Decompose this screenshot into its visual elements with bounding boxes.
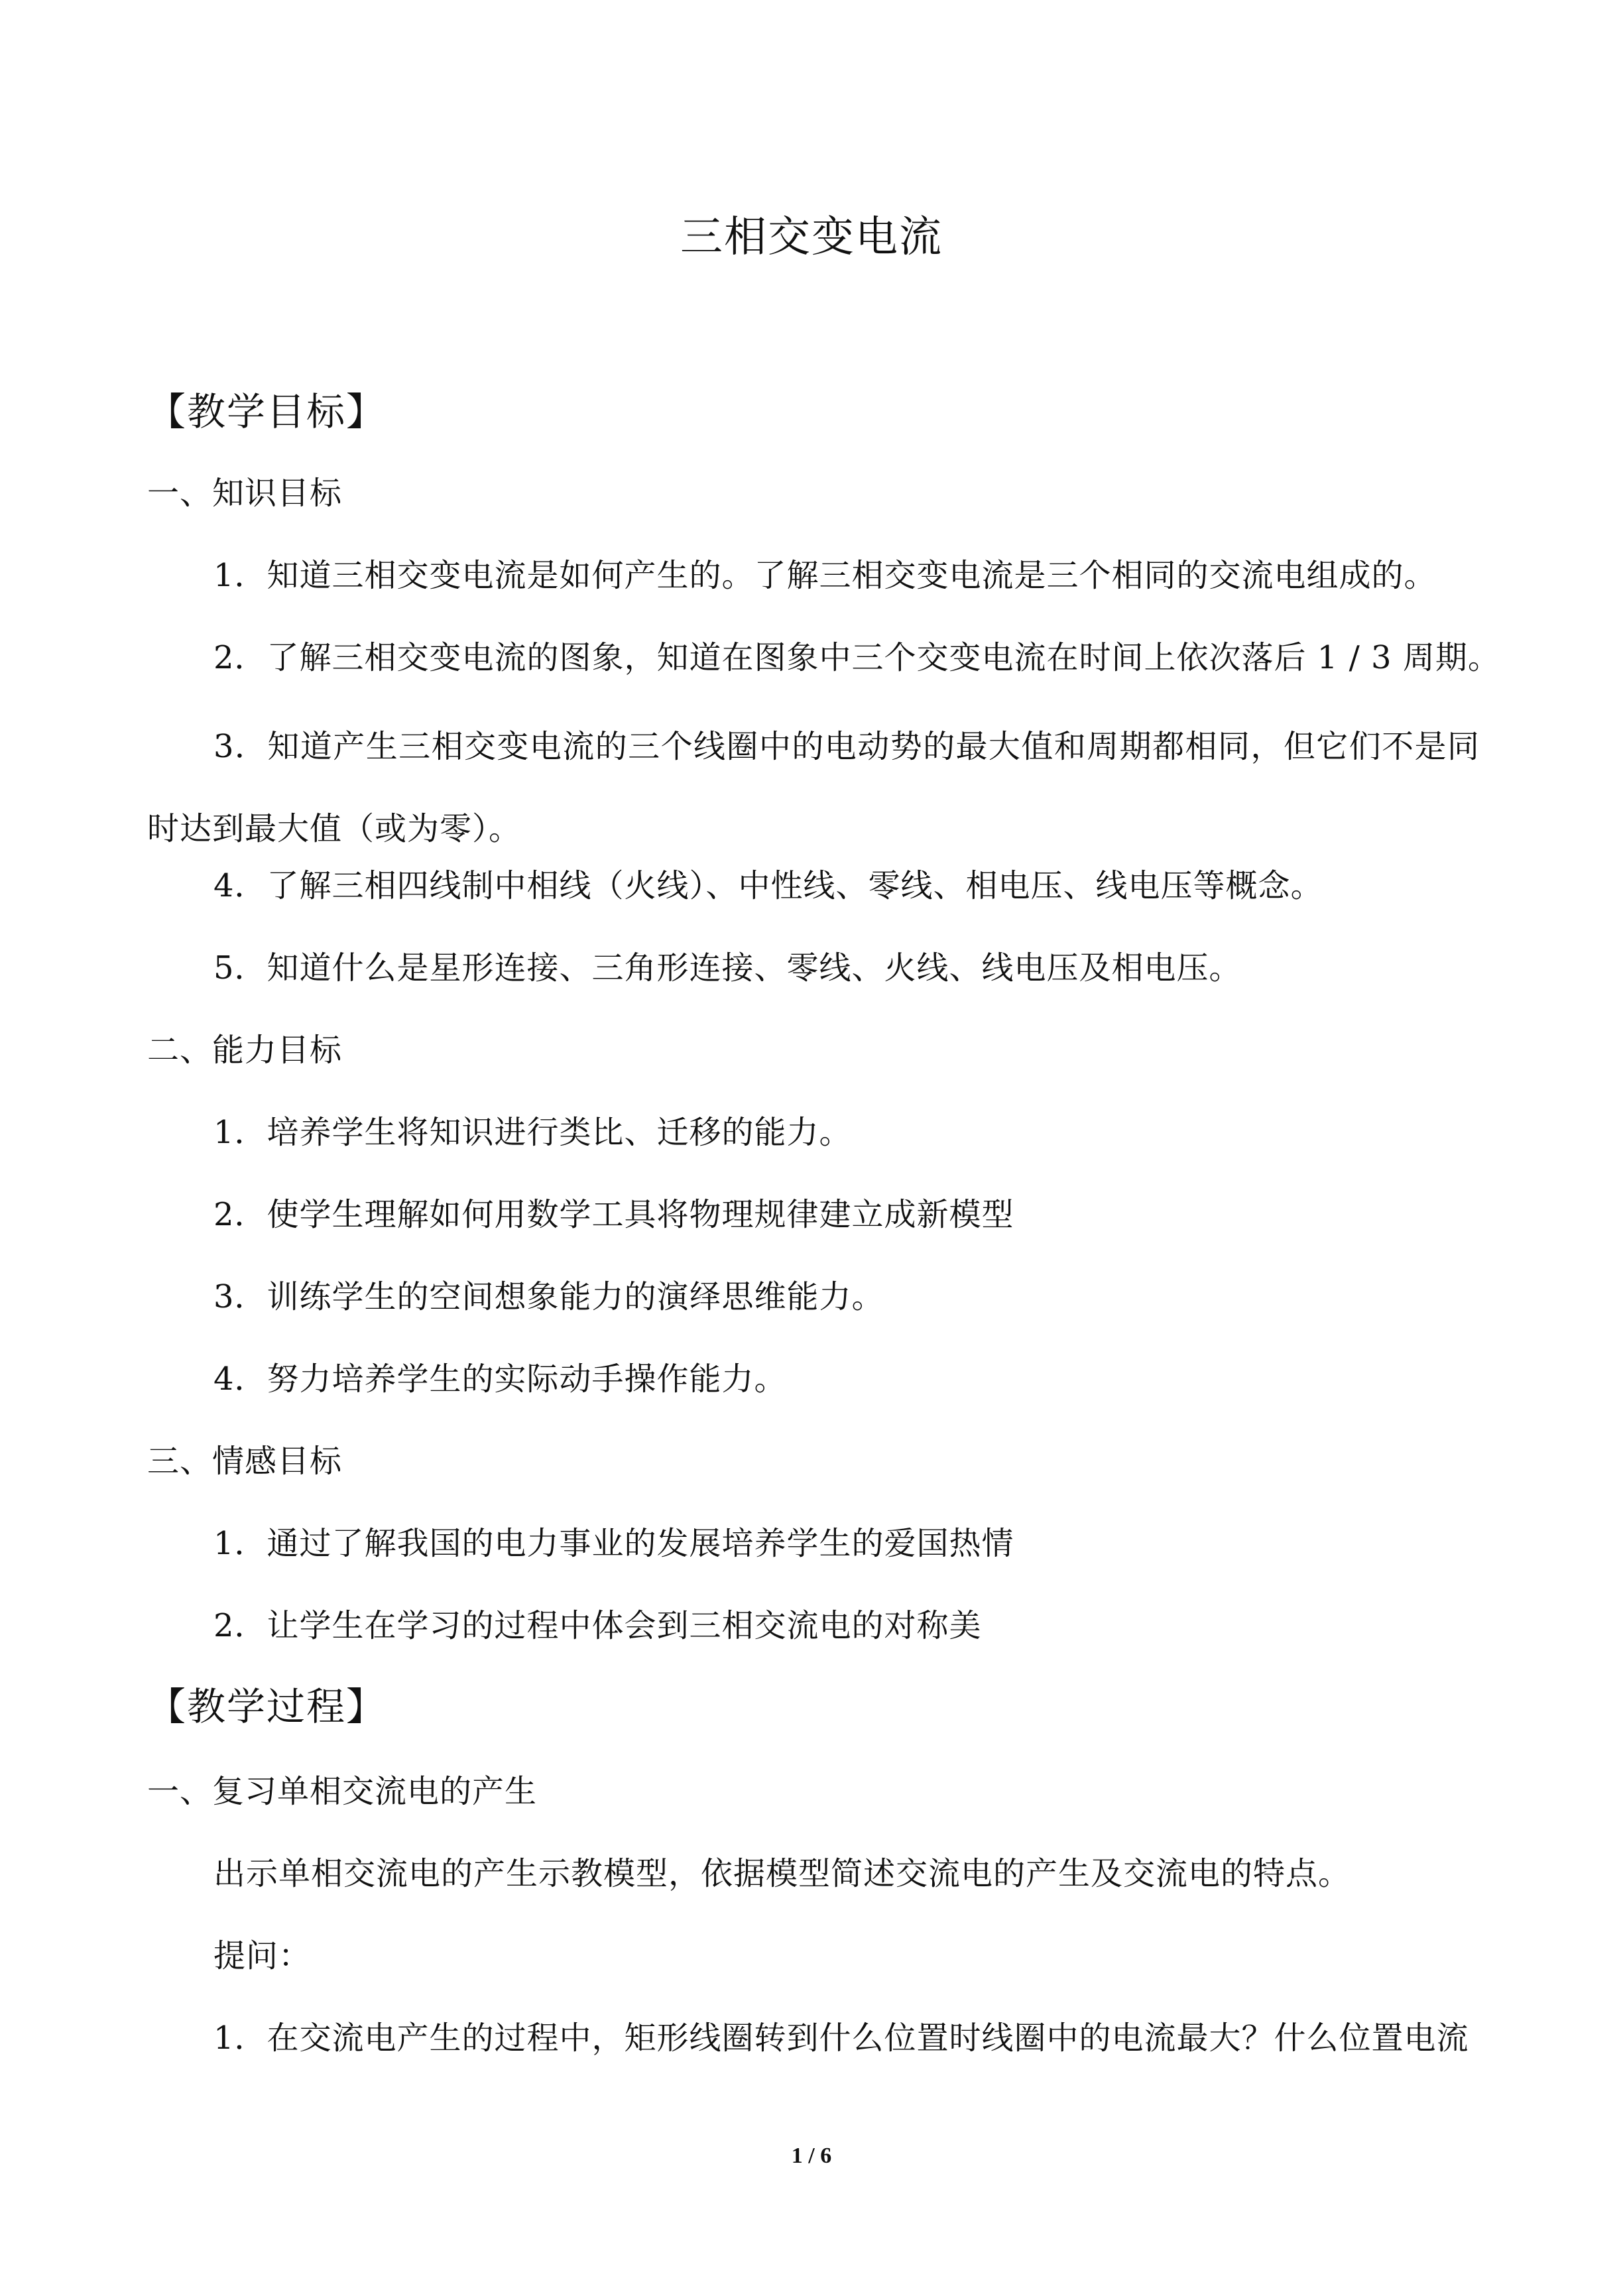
emotion-item-1: 1．通过了解我国的电力事业的发展培养学生的爱国热情: [213, 1525, 1014, 1562]
knowledge-item-1: 1．知道三相交变电流是如何产生的。了解三相交变电流是三个相同的交流电组成的。: [213, 557, 1437, 594]
ability-item-2: 2．使学生理解如何用数学工具将物理规律建立成新模型: [213, 1196, 1014, 1233]
ability-item-3: 3．训练学生的空间想象能力的演绎思维能力。: [213, 1278, 884, 1315]
section-heading-process: 【教学过程】: [147, 1684, 387, 1729]
review-paragraph-2: 提问：: [213, 1937, 312, 1974]
knowledge-item-3: 3．知道产生三相交变电流的三个线圈中的电动势的最大值和周期都相同，但它们不是同时达到最大值（或为零）。: [147, 728, 1480, 847]
knowledge-item-4: 4．了解三相四线制中相线（火线）、中性线、零线、相电压、线电压等概念。: [213, 867, 1323, 904]
ability-item-1: 1．培养学生将知识进行类比、迁移的能力。: [213, 1114, 852, 1151]
ability-item-4: 4．努力培养学生的实际动手操作能力。: [213, 1360, 787, 1398]
knowledge-item-2: 2．了解三相交变电流的图象，知道在图象中三个交变电流在时间上依次落后 1 / 3 周期。: [213, 639, 1500, 676]
section-heading-goals: 【教学目标】: [147, 389, 387, 434]
sub-heading-review: 一、复习单相交流电的产生: [147, 1773, 538, 1810]
sub-heading-ability: 二、能力目标: [147, 1032, 343, 1069]
document-title: 三相交变电流: [680, 213, 943, 262]
sub-heading-knowledge: 一、知识目标: [147, 475, 343, 512]
emotion-item-2: 2．让学生在学习的过程中体会到三相交流电的对称美: [213, 1607, 982, 1644]
review-paragraph-1: 出示单相交流电的产生示教模型，依据模型简述交流电的产生及交流电的特点。: [213, 1855, 1351, 1892]
page-number: 1 / 6: [791, 2144, 832, 2168]
review-paragraph-3: 1．在交流电产生的过程中，矩形线圈转到什么位置时线圈中的电流最大？什么位置电流: [213, 2020, 1469, 2057]
knowledge-item-5: 5．知道什么是星形连接、三角形连接、零线、火线、线电压及相电压。: [213, 949, 1242, 987]
sub-heading-emotion: 三、情感目标: [147, 1443, 343, 1480]
